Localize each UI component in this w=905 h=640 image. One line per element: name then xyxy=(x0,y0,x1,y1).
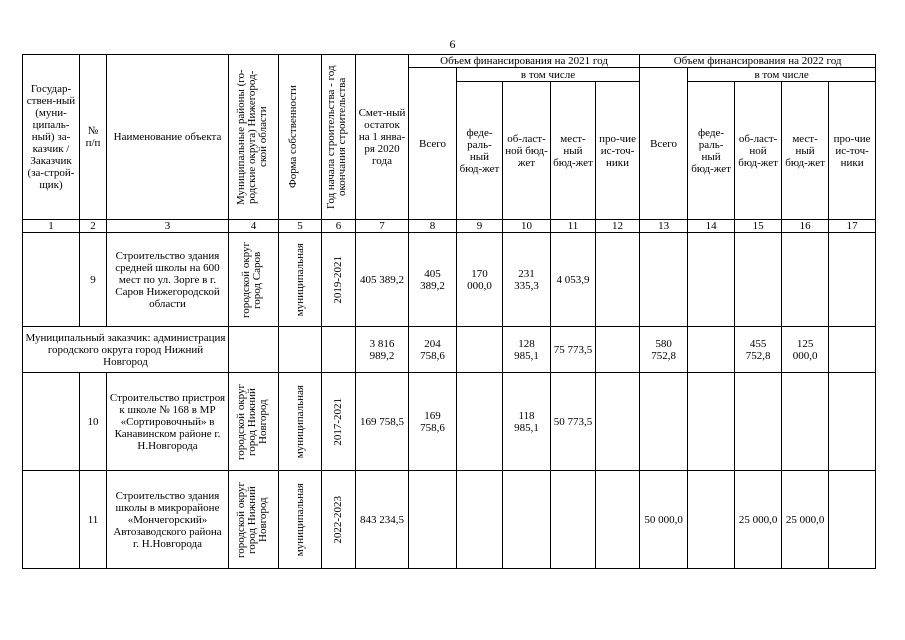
object-name: Строительство здания школы в микрорайоне «Мончегорский» Автозаводского района г. Н.Новгорода xyxy=(107,471,229,569)
header-federal-2021: феде-раль-ный бюд-жет xyxy=(457,82,503,220)
total-2021-cell xyxy=(409,471,457,569)
district-cell xyxy=(229,327,279,373)
years-cell xyxy=(322,327,356,373)
ownership-text: муниципальная xyxy=(293,384,306,459)
district-cell xyxy=(229,471,279,569)
years-text: 2017-2021 xyxy=(332,397,344,446)
regional-2021-cell: 231 335,3 xyxy=(503,233,551,327)
header-local-2022: мест-ный бюд-жет xyxy=(782,82,829,220)
customer-cell xyxy=(23,471,80,569)
district-text: городской округ город Саров xyxy=(239,241,263,318)
ownership-cell xyxy=(279,373,322,471)
column-number-row xyxy=(23,220,876,233)
other-2022-cell xyxy=(829,373,876,471)
local-2022-cell: 125 000,0 xyxy=(782,327,829,373)
header-district xyxy=(229,55,279,220)
table-row xyxy=(23,471,876,569)
header-including-2022: в том числе xyxy=(688,68,876,82)
ownership-text: муниципальная xyxy=(293,242,306,317)
column-number: 2 xyxy=(80,220,107,233)
other-2022-cell xyxy=(829,471,876,569)
column-number: 10 xyxy=(503,220,551,233)
header-regional-2022: об-ласт-ной бюд-жет xyxy=(735,82,782,220)
local-2021-cell: 50 773,5 xyxy=(551,373,596,471)
column-number: 3 xyxy=(107,220,229,233)
row-number: 9 xyxy=(80,233,107,327)
header-total-2022: Всего xyxy=(640,68,688,220)
local-2021-cell: 75 773,5 xyxy=(551,327,596,373)
header-local-2021: мест-ный бюд-жет xyxy=(551,82,596,220)
years-cell xyxy=(322,233,356,327)
column-number: 15 xyxy=(735,220,782,233)
other-2021-cell xyxy=(596,233,640,327)
row-number: 11 xyxy=(80,471,107,569)
federal-2022-cell xyxy=(688,471,735,569)
regional-2021-cell xyxy=(503,471,551,569)
ownership-cell xyxy=(279,327,322,373)
district-text: городской округ город Нижний Новгород xyxy=(234,383,269,460)
years-text: 2022-2023 xyxy=(332,495,344,544)
other-2022-cell xyxy=(829,327,876,373)
header-number: № п/п xyxy=(80,55,107,220)
regional-2021-cell: 128 985,1 xyxy=(503,327,551,373)
column-number: 11 xyxy=(551,220,596,233)
federal-2021-cell: 170 000,0 xyxy=(457,233,503,327)
total-2021-cell: 169 758,6 xyxy=(409,373,457,471)
ownership-cell xyxy=(279,471,322,569)
ownership-cell xyxy=(279,233,322,327)
total-2022-cell xyxy=(640,233,688,327)
financing-table xyxy=(22,54,876,569)
header-object-name: Наименование объекта xyxy=(107,55,229,220)
header-fin-2021: Объем финансирования на 2021 год xyxy=(409,55,640,68)
local-2022-cell xyxy=(782,373,829,471)
estimate-cell: 843 234,5 xyxy=(356,471,409,569)
estimate-cell: 405 389,2 xyxy=(356,233,409,327)
header-years-text: Год начала строительства - год окончания строительства xyxy=(324,65,348,209)
total-2021-cell: 405 389,2 xyxy=(409,233,457,327)
column-number: 16 xyxy=(782,220,829,233)
column-number: 12 xyxy=(596,220,640,233)
other-2022-cell xyxy=(829,233,876,327)
header-other-2022: про-чие ис-точ-ники xyxy=(829,82,876,220)
local-2022-cell: 25 000,0 xyxy=(782,471,829,569)
column-number: 5 xyxy=(279,220,322,233)
federal-2021-cell xyxy=(457,327,503,373)
column-number: 17 xyxy=(829,220,876,233)
column-number: 9 xyxy=(457,220,503,233)
column-number: 4 xyxy=(229,220,279,233)
local-2022-cell xyxy=(782,233,829,327)
header-fin-2022: Объем финансирования на 2022 год xyxy=(640,55,876,68)
regional-2021-cell: 118 985,1 xyxy=(503,373,551,471)
table-row xyxy=(23,233,876,327)
column-number: 1 xyxy=(23,220,80,233)
federal-2022-cell xyxy=(688,373,735,471)
page-number: 6 xyxy=(449,37,456,51)
row-number: 10 xyxy=(80,373,107,471)
federal-2021-cell xyxy=(457,373,503,471)
federal-2022-cell xyxy=(688,327,735,373)
regional-2022-cell xyxy=(735,233,782,327)
years-cell xyxy=(322,373,356,471)
header-customer: Государ-ствен-ный (муни-ципаль-ный) за-казчик / Заказчик (за-строй-щик) xyxy=(23,55,80,220)
district-text: городской округ город Нижний Новгород xyxy=(234,481,269,558)
regional-2022-cell: 455 752,8 xyxy=(735,327,782,373)
group-customer: Муниципальный заказчик: администрация городского округа город Нижний Новгород xyxy=(23,327,229,373)
header-federal-2022: феде-раль-ный бюд-жет xyxy=(688,82,735,220)
column-number: 13 xyxy=(640,220,688,233)
header-estimate: Смет-ный остаток на 1 янва-ря 2020 года xyxy=(356,55,409,220)
federal-2021-cell xyxy=(457,471,503,569)
header-years xyxy=(322,55,356,220)
years-cell xyxy=(322,471,356,569)
customer-cell xyxy=(23,373,80,471)
total-2022-cell xyxy=(640,373,688,471)
group-row xyxy=(23,327,876,373)
total-2022-cell: 580 752,8 xyxy=(640,327,688,373)
column-number: 6 xyxy=(322,220,356,233)
total-2021-cell: 204 758,6 xyxy=(409,327,457,373)
regional-2022-cell: 25 000,0 xyxy=(735,471,782,569)
federal-2022-cell xyxy=(688,233,735,327)
district-cell xyxy=(229,373,279,471)
header-ownership-text: Форма собственности xyxy=(287,85,299,189)
ownership-text: муниципальная xyxy=(293,482,306,557)
local-2021-cell: 4 053,9 xyxy=(551,233,596,327)
table-row xyxy=(23,373,876,471)
object-name: Строительство пристроя к школе № 168 в МР «Сортировочный» в Канавинском районе г. Н.Новгорода xyxy=(107,373,229,471)
header-other-2021: про-чие ис-точ-ники xyxy=(596,82,640,220)
header-total-2021: Всего xyxy=(409,68,457,220)
column-number: 7 xyxy=(356,220,409,233)
header-ownership xyxy=(279,55,322,220)
customer-cell xyxy=(23,233,80,327)
regional-2022-cell xyxy=(735,373,782,471)
other-2021-cell xyxy=(596,471,640,569)
header-regional-2021: об-ласт-ной бюд-жет xyxy=(503,82,551,220)
column-number: 8 xyxy=(409,220,457,233)
district-cell xyxy=(229,233,279,327)
estimate-cell: 169 758,5 xyxy=(356,373,409,471)
other-2021-cell xyxy=(596,373,640,471)
estimate-cell: 3 816 989,2 xyxy=(356,327,409,373)
object-name: Строительство здания средней школы на 600 мест по ул. Зорге в г. Саров Нижегородской области xyxy=(107,233,229,327)
header-including-2021: в том числе xyxy=(457,68,640,82)
column-number: 14 xyxy=(688,220,735,233)
years-text: 2019-2021 xyxy=(332,255,344,304)
local-2021-cell xyxy=(551,471,596,569)
header-district-text: Муниципальные районы (го-родские округа) Нижегород-ской области xyxy=(234,69,269,205)
other-2021-cell xyxy=(596,327,640,373)
header-row-1 xyxy=(23,55,876,68)
total-2022-cell: 50 000,0 xyxy=(640,471,688,569)
